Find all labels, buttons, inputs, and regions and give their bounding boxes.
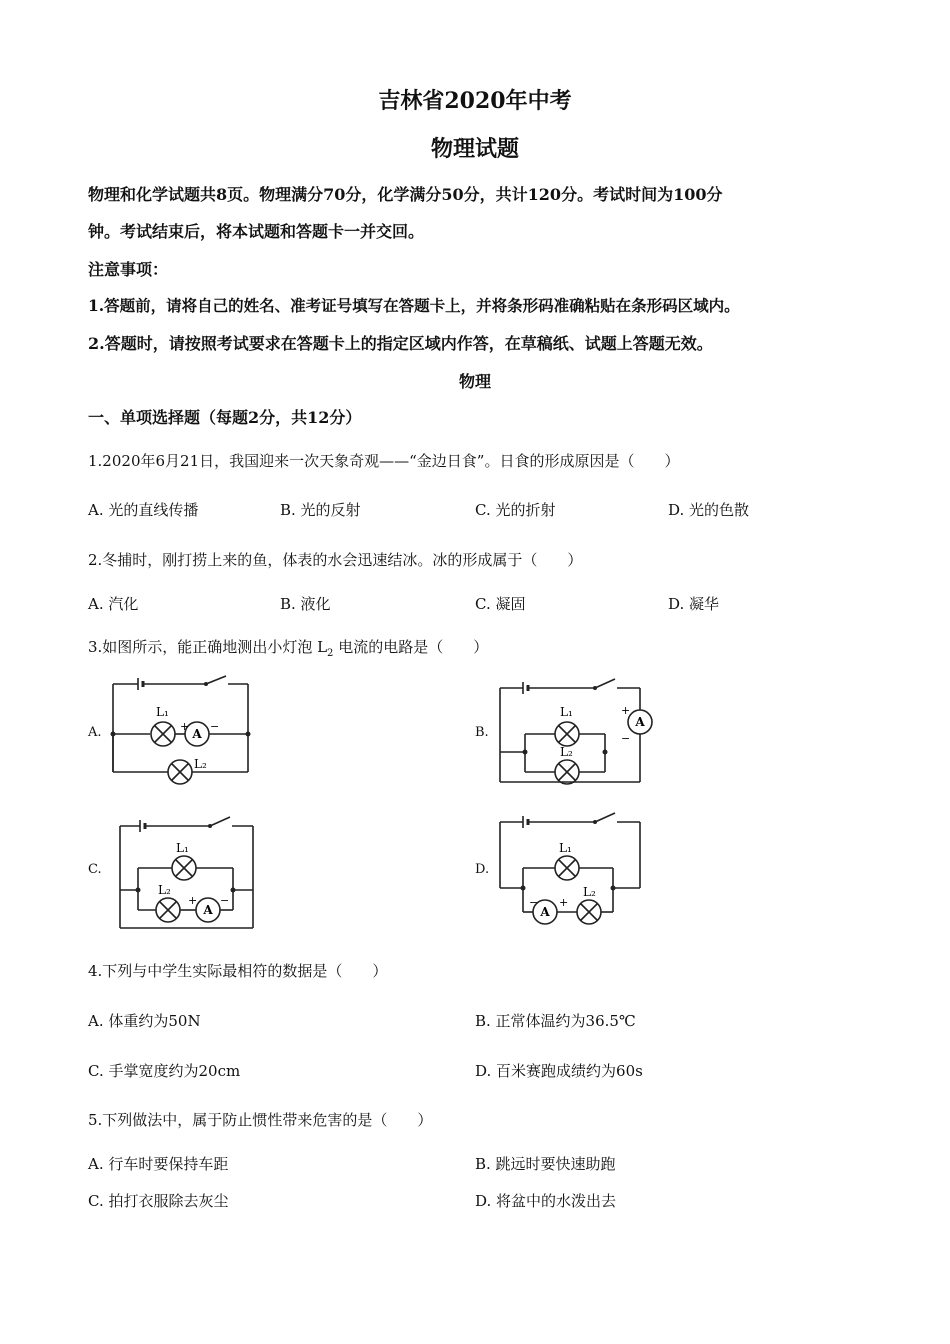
ammeter-label-b: A: [635, 715, 645, 729]
q3-option-a-label: A.: [88, 725, 102, 740]
q5-option-a: A. 行车时要保持车距: [88, 1155, 229, 1173]
circuit-diagram-d: [495, 808, 655, 933]
q5-option-d: D. 将盆中的水泼出去: [475, 1192, 617, 1210]
q5-option-c: C. 拍打衣服除去灰尘: [88, 1192, 229, 1210]
l2-label-b: L₂: [560, 745, 573, 759]
notes-heading: 注意事项：: [88, 260, 169, 279]
q2-option-d: D. 凝华: [668, 595, 720, 613]
q3-option-d-label: D.: [475, 862, 490, 877]
l1-label-a: L₁: [156, 705, 169, 719]
plus-label-b: +: [621, 704, 631, 717]
minus-label-a: −: [210, 720, 220, 733]
q1-stem: 1.2020年6月21日，我国迎来一次天象奇观——“金边日食”。日食的形成原因是（ ）: [88, 452, 680, 470]
q3-stem-post: 电流的电路是（ ）: [333, 638, 489, 656]
q1-option-c: C. 光的折射: [475, 501, 556, 519]
q5-option-b: B. 跳远时要快速助跑: [475, 1155, 616, 1173]
l1-label-b: L₁: [560, 705, 573, 719]
q2-option-b: B. 液化: [280, 595, 331, 613]
intro-line-1: 物理和化学试题共8页。物理满分70分，化学满分50分，共计120分。考试时间为100分: [88, 185, 723, 204]
page-title: 吉林省2020年中考: [378, 88, 572, 114]
q3-option-b-label: B.: [475, 725, 489, 740]
l2-label-d: L₂: [583, 885, 596, 899]
q3-option-c-label: C.: [88, 862, 102, 877]
q1-option-d: D. 光的色散: [668, 501, 750, 519]
q3-stem-sub: 2: [327, 648, 334, 659]
l2-label-a: L₂: [194, 757, 207, 771]
q3-stem-pre: 3.如图所示，能正确地测出小灯泡 L: [88, 638, 328, 656]
q3-stem: [88, 636, 488, 659]
ammeter-label-c: A: [203, 903, 213, 917]
minus-label-b: −: [621, 732, 631, 745]
q4-option-d: D. 百米赛跑成绩约为60s: [475, 1062, 643, 1080]
circuit-diagram-c: [108, 810, 268, 935]
subject-heading: 物理: [458, 372, 491, 391]
ammeter-label-d: A: [540, 905, 550, 919]
plus-label-c: +: [188, 894, 198, 907]
l1-label-d: L₁: [559, 841, 572, 855]
minus-label-c: −: [220, 894, 230, 907]
q2-stem: 2.冬捕时，刚打捞上来的鱼，体表的水会迅速结冰。冰的形成属于（ ）: [88, 551, 583, 569]
intro-line-2: 钟。考试结束后，将本试题和答题卡一并交回。: [88, 222, 425, 241]
circuit-diagram-b: [495, 672, 660, 797]
circuit-diagram-a: [108, 672, 258, 792]
q2-option-c: C. 凝固: [475, 595, 526, 613]
note-1: 1.答题前，请将自己的姓名、准考证号填写在答题卡上，并将条形码准确粘贴在条形码区域内。: [88, 296, 740, 315]
part1-heading: 一、单项选择题（每题2分，共12分）: [88, 408, 362, 427]
q5-stem: 5.下列做法中，属于防止惯性带来危害的是（ ）: [88, 1111, 433, 1129]
q2-option-a: A. 汽化: [88, 595, 139, 613]
l1-label-c: L₁: [176, 841, 189, 855]
q4-stem: 4.下列与中学生实际最相符的数据是（ ）: [88, 962, 388, 980]
q4-option-b: B. 正常体温约为36.5℃: [475, 1012, 636, 1030]
plus-label-d: +: [559, 896, 569, 909]
note-2: 2.答题时，请按照考试要求在答题卡上的指定区域内作答，在草稿纸、试题上答题无效。: [88, 334, 713, 353]
minus-label-d: −: [529, 896, 539, 909]
ammeter-label-a: A: [192, 727, 202, 741]
q1-option-b: B. 光的反射: [280, 501, 361, 519]
q1-option-a: A. 光的直线传播: [88, 501, 199, 519]
q4-option-a: A. 体重约为50N: [88, 1012, 201, 1030]
plus-label-a: +: [180, 720, 190, 733]
page-subtitle: 物理试题: [430, 136, 519, 162]
l2-label-c: L₂: [158, 883, 171, 897]
q4-option-c: C. 手掌宽度约为20cm: [88, 1062, 241, 1080]
